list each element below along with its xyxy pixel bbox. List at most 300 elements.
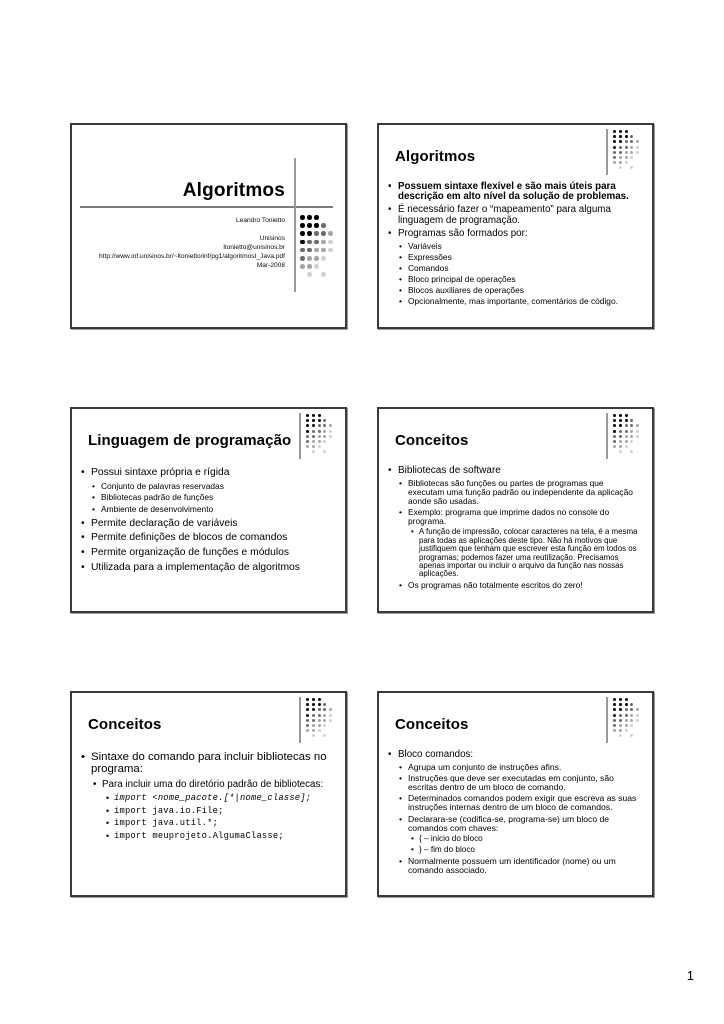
dot [619,166,622,169]
dot [619,729,622,732]
bullet-item [81,467,333,478]
dot [323,734,326,737]
dot [636,151,639,154]
dot [619,714,622,717]
dot [625,135,628,138]
corner-decoration [606,129,647,175]
dot [318,724,321,727]
bullet-icon: • [106,805,110,816]
dot [306,445,309,448]
slide-title: Conceitos [395,716,469,733]
dot [619,146,622,149]
dot [619,440,622,443]
dot-empty [636,698,639,701]
dot [321,240,326,245]
bullet-item [92,505,333,514]
bullet-text: Bibliotecas são funções ou partes de programas que executam uma função padrão ou independente da aplicação aonde são usadas. [408,477,633,506]
dot-empty [641,714,644,717]
dot [625,161,628,164]
dot [329,708,332,711]
bullet-text: Conjunto de palavras reservadas [101,480,224,491]
dot [613,435,616,438]
bullet-icon: • [399,262,402,273]
dot [323,430,326,433]
dot [630,734,633,737]
dot-empty [630,729,633,732]
bullet-text: Bloco principal de operações [408,273,516,284]
dot [306,714,309,717]
dot-empty [328,256,333,261]
dot-empty [335,215,340,220]
bullet-icon: • [388,227,392,239]
dot-empty [636,440,639,443]
dot [306,435,309,438]
dot [619,140,622,143]
dot [307,264,312,269]
dot [312,450,315,453]
vertical-divider [294,158,296,292]
bullet-icon: • [81,532,85,544]
bullet-text: import <nome_pacote.[*|nome_classe]; [114,792,312,803]
dot [300,256,305,261]
dot [625,130,628,133]
bullet-icon: • [106,792,110,803]
dot-empty [335,256,340,261]
dot-empty [335,223,340,228]
dot [613,424,616,427]
dot [314,223,319,228]
dot-empty [334,424,337,427]
dot-empty [329,734,332,737]
dot [312,703,315,706]
bullet-icon: • [106,831,110,842]
dot [307,223,312,228]
dot [613,714,616,717]
dot-empty [630,130,633,133]
dot [619,424,622,427]
dot [625,708,628,711]
author-line [99,225,285,234]
author-block [99,216,285,270]
dot [312,714,315,717]
dot [312,435,315,438]
bullet-icon: • [81,547,85,559]
dot [321,256,326,261]
bullet-text: Permite organização de funções e módulos [91,547,290,559]
slide-title: Algoritmos [182,180,285,201]
dot [321,272,326,277]
dot [306,708,309,711]
slide-body [81,463,333,577]
dot [630,146,633,149]
bullet-text: Variáveis [408,240,442,251]
bullet-icon: • [81,466,85,478]
dot [636,430,639,433]
bullet-text: Opcionalmente, mas importante, comentários de código. [408,295,618,306]
bullet-icon: • [399,507,402,518]
bullet-text: Exemplo: programa que imprime dados no console do programa. [408,507,610,526]
dot [314,240,319,245]
dot-empty [306,734,309,737]
dot [312,424,315,427]
dot [312,414,315,417]
bullet-text: Para incluir uma do diretório padrão de bibliotecas: [102,778,324,790]
bullet-item [106,807,333,816]
vertical-divider [299,697,301,743]
dot [328,248,333,253]
dot-empty [613,734,616,737]
bullet-icon: • [399,580,402,591]
dot [323,450,326,453]
bullet-text: import meuprojeto.AlgumaClasse; [114,831,284,842]
dot [613,135,616,138]
bullet-item [81,518,333,529]
dot-empty [334,719,337,722]
dot [312,698,315,701]
bullet-text: Ambiente de desenvolvimento [101,503,214,514]
dot [619,414,622,417]
dot-empty [329,698,332,701]
dot [323,703,326,706]
bullet-item [399,794,640,812]
decorative-dot-pattern [613,414,647,459]
dot [318,698,321,701]
dot [619,708,622,711]
dot [318,714,321,717]
dot [312,734,315,737]
dot [307,240,312,245]
dot [625,140,628,143]
dot-empty [334,450,337,453]
dot [329,719,332,722]
dot-empty [636,161,639,164]
dot-empty [334,430,337,433]
bullet-item [92,493,333,502]
dot [630,724,633,727]
dot [619,156,622,159]
dot-empty [329,703,332,706]
bullet-item [399,857,640,875]
dot [318,440,321,443]
bullet-text: Possui sintaxe própria e rígida [91,466,230,478]
dot [613,130,616,133]
dot-empty [306,450,309,453]
dot [630,151,633,154]
slide-6 [377,691,654,897]
dot-empty [641,161,644,164]
dot-empty [641,151,644,154]
bullet-item [411,528,640,579]
dot [323,714,326,717]
dot [300,215,305,220]
bullet-icon: • [399,855,403,866]
dot [312,445,315,448]
vertical-divider [606,129,608,175]
slide-5 [70,691,347,897]
bullet-icon: • [106,818,110,829]
bullet-item [399,275,640,284]
bullet-icon: • [93,778,97,790]
dot [630,140,633,143]
dot [307,248,312,253]
dot [318,708,321,711]
bullet-icon: • [92,492,95,503]
dot-empty [323,445,326,448]
bullet-text: Programas são formados por: [398,227,528,239]
dot [613,724,616,727]
dot [329,435,332,438]
author-line: ltonietto@unisinos.br [223,244,285,251]
dot [619,430,622,433]
bullet-item [106,794,333,803]
dot [323,435,326,438]
dot [312,419,315,422]
bullet-icon: • [388,204,392,216]
dot [314,256,319,261]
dot [312,724,315,727]
slide-2 [377,123,654,329]
dot [318,445,321,448]
dot-empty [335,248,340,253]
dot-empty [641,156,644,159]
dot [613,419,616,422]
bullet-text: Bibliotecas de software [398,464,501,476]
decorative-dot-pattern [306,698,340,743]
dot-empty [335,240,340,245]
dot [630,714,633,717]
dot-empty [321,215,326,220]
decorative-dot-pattern [613,698,647,743]
dot [619,703,622,706]
dot [613,151,616,154]
bullet-icon: • [399,477,402,488]
bullet-icon: • [411,527,414,537]
dot [630,450,633,453]
bullet-item [399,508,640,526]
dot-empty [636,729,639,732]
bullet-item [399,581,640,590]
dot-empty [636,156,639,159]
dot [619,450,622,453]
dot [630,703,633,706]
dot-empty [636,419,639,422]
dot [625,156,628,159]
dot-empty [335,231,340,236]
dot-empty [323,414,326,417]
bullet-item [388,750,640,760]
dot [625,703,628,706]
author-line: Mar-2008 [256,262,285,269]
dot-empty [625,450,628,453]
bullet-text: Possuem sintaxe flexível e são mais úteis para descrição em alto nível da solução de problemas. [398,180,629,203]
dot [321,248,326,253]
dot-empty [613,450,616,453]
bullet-icon: • [399,284,402,295]
bullet-item [399,264,640,273]
dot-empty [641,430,644,433]
dot-empty [329,450,332,453]
dot-empty [636,135,639,138]
dot [318,703,321,706]
bullet-text: Instruções que deve ser executadas em conjunto, são escritas dentro de um bloco de comando. [408,772,614,793]
bullet-text: Permite declaração de variáveis [91,517,238,529]
dot [321,223,326,228]
bullet-item [399,253,640,262]
dot-empty [641,146,644,149]
bullet-item [81,547,333,558]
dot [307,256,312,261]
dot [625,414,628,417]
dot [636,714,639,717]
bullet-item [388,182,640,203]
dot-empty [318,450,321,453]
bullet-text: Expressões [408,251,452,262]
bullet-item [399,763,640,772]
dot [613,146,616,149]
dot-empty [641,724,644,727]
dot-empty [630,698,633,701]
dot [625,435,628,438]
bullet-icon: • [399,273,402,284]
dot-empty [328,223,333,228]
dot [318,729,321,732]
dot [636,424,639,427]
dot-empty [641,135,644,138]
dot-empty [334,703,337,706]
dot-empty [329,729,332,732]
bullet-icon: • [81,751,85,764]
corner-decoration [606,697,647,743]
dot [300,264,305,269]
dot [630,424,633,427]
bullet-item [399,297,640,306]
dot-empty [334,698,337,701]
dot [329,424,332,427]
dot [300,240,305,245]
dot [619,130,622,133]
dot [613,414,616,417]
dot [613,703,616,706]
dot [636,140,639,143]
dot-empty [334,734,337,737]
dot [619,698,622,701]
dot [306,419,309,422]
dot [307,215,312,220]
dot-empty [641,450,644,453]
dot [630,435,633,438]
author-line: Unisinos [259,235,285,242]
dot [630,135,633,138]
bullet-text: import java.io.File; [114,805,224,816]
dot-empty [334,445,337,448]
dot [619,151,622,154]
dot-empty [641,729,644,732]
dot [613,698,616,701]
dot [312,719,315,722]
dot-empty [630,414,633,417]
bullet-icon: • [388,748,392,760]
dot [636,719,639,722]
dot [328,240,333,245]
bullet-text: Normalmente possuem um identificador (nome) ou um comando associado. [408,855,616,875]
dot-empty [334,414,337,417]
bullet-icon: • [399,813,403,824]
slide-body [388,747,640,877]
page-number: 1 [686,968,694,983]
dot-empty [641,414,644,417]
dot [625,698,628,701]
author-line: Leandro Tonietto [235,217,285,224]
dot-empty [636,703,639,706]
dot [306,724,309,727]
dot [306,729,309,732]
dot [314,231,319,236]
dot-empty [636,130,639,133]
dot-empty [641,140,644,143]
bullet-text: É necessário fazer o “mapeamento” para alguma linguagem de programação. [398,204,611,226]
bullet-icon: • [399,251,402,262]
dot [321,231,326,236]
dot [306,430,309,433]
bullet-text: } – fim do bloco [419,844,475,854]
dot-empty [334,419,337,422]
dot [625,724,628,727]
dot [312,729,315,732]
dot [314,215,319,220]
bullet-item [399,286,640,295]
dot-empty [625,734,628,737]
dot [625,440,628,443]
dot-empty [636,166,639,169]
dot [619,435,622,438]
dot [312,708,315,711]
bullet-item [399,479,640,506]
dot-empty [334,714,337,717]
vertical-divider [299,413,301,459]
dot [307,272,312,277]
dot-empty [641,708,644,711]
dot [323,719,326,722]
dot [323,424,326,427]
dot-empty [641,130,644,133]
dot [619,734,622,737]
bullet-text: Os programas não totalmente escritos do zero! [408,580,583,591]
bullet-text: Comandos [408,262,449,273]
dot [625,719,628,722]
dot-empty [625,166,628,169]
dot [323,419,326,422]
dot [323,724,326,727]
corner-decoration [299,413,340,459]
dot [306,719,309,722]
dot [619,719,622,722]
bullet-text: Sintaxe do comando para incluir bibliotecas no programa: [91,751,327,776]
dot-empty [636,414,639,417]
dot [312,430,315,433]
dot-empty [641,698,644,701]
dot-empty [630,161,633,164]
dot [625,151,628,154]
dot-empty [636,724,639,727]
dot [323,440,326,443]
dot-empty [321,264,326,269]
dot [619,161,622,164]
bullet-item [81,751,333,775]
bullet-text: Declarara-se (codifica-se, programa-se) um bloco de comandos com chaves: [408,813,610,833]
dot [613,445,616,448]
dot [613,729,616,732]
bullet-item [93,780,333,790]
